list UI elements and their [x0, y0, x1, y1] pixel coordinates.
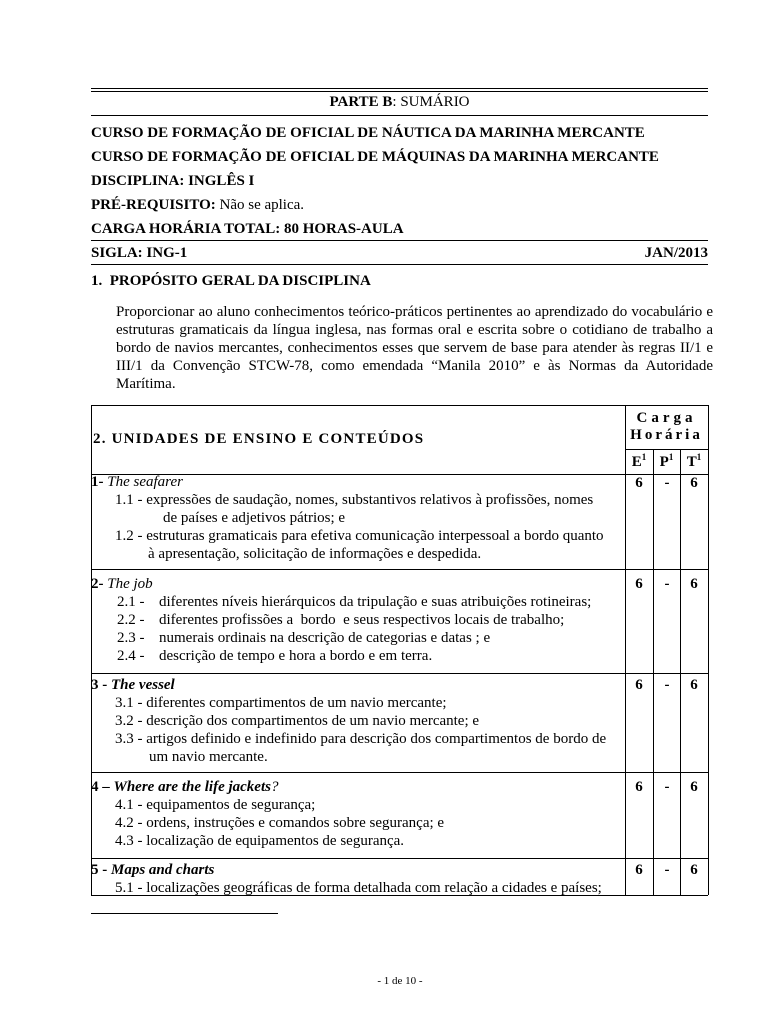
unit-2-item-2 [117, 611, 565, 629]
unit-1-number: 1- [91, 474, 104, 490]
course-code: SIGLA: ING-1 [91, 245, 188, 261]
unit-5-t: 6 [690, 862, 698, 878]
unit-2-item-3-label: 2.3 - [117, 630, 145, 646]
unit-5-item-1: 5.1 - localizações geográficas de forma detalhada com relação a cidades e países; [115, 880, 602, 896]
load-header-line1: Carga [636, 410, 697, 426]
top-rule-2 [91, 91, 708, 92]
row-divider-2 [91, 673, 708, 674]
unit-1-item-1: 1.1 - expressões de saudação, nomes, substantivos relativos à profissões, nomes [115, 492, 594, 508]
col-divider-e [653, 449, 654, 895]
unit-4-item-3: 4.3 - localização de equipamentos de segurança. [115, 833, 405, 849]
table-border-right [708, 405, 709, 895]
unit-2-item-1-text: diferentes níveis hierárquicos da tripulação e suas atribuições rotineiras; [159, 594, 592, 610]
col-t-label: T [686, 454, 697, 470]
part-title-rest: : SUMÁRIO [392, 94, 470, 110]
unit-2-t: 6 [690, 576, 698, 592]
hdr-divider-bottom [91, 474, 708, 475]
unit-4-name: Where are the life jackets [113, 779, 271, 795]
footnote-mark-p: 1 [668, 452, 674, 462]
course-date: JAN/2013 [644, 245, 708, 261]
table-title: 2. UNIDADES DE ENSINO E CONTEÚDOS [93, 431, 425, 447]
header-rule-1 [91, 115, 708, 116]
hdr-divider-load [625, 449, 708, 450]
row-divider-4 [91, 858, 708, 859]
code-line [91, 244, 708, 262]
unit-3-item-2: 3.2 - descrição dos compartimentos de um navio mercante; e [115, 713, 480, 729]
table-border-top [91, 405, 708, 406]
unit-5-e: 6 [635, 862, 643, 878]
unit-1-item-2: 1.2 - estruturas gramaticais para efetiva comunicação interpessoal a bordo quanto [115, 528, 604, 544]
units-table [91, 405, 708, 895]
unit-1-p: - [664, 475, 670, 491]
unit-3-title [91, 676, 175, 694]
unit-1-title [91, 473, 183, 491]
part-title [91, 93, 708, 111]
part-title-bold: PARTE B [329, 94, 393, 110]
footnote-mark-e: 1 [641, 452, 647, 462]
unit-1-name: The seafarer [107, 474, 183, 490]
unit-2-item-2-text: diferentes profissões a bordo e seus respectivos locais de trabalho; [159, 612, 565, 628]
unit-1-e: 6 [635, 475, 643, 491]
prerequisite-label: PRÉ-REQUISITO: [91, 197, 216, 213]
unit-4-item-1: 4.1 - equipamentos de segurança; [115, 797, 316, 813]
section-1-title: 1. PROPÓSITO GERAL DA DISCIPLINA [91, 273, 371, 289]
unit-1-item-2-cont: à apresentação, solicitação de informações e despedida. [148, 546, 482, 562]
workload-line: CARGA HORÁRIA TOTAL: 80 HORAS-AULA [91, 221, 404, 237]
row-divider-3 [91, 772, 708, 773]
unit-4-p: - [664, 779, 670, 795]
header-rule-3 [91, 264, 708, 265]
unit-4-e: 6 [635, 779, 643, 795]
unit-2-item-2-label: 2.2 - [117, 612, 145, 628]
unit-3-name: The vessel [111, 677, 175, 693]
unit-2-e: 6 [635, 576, 643, 592]
unit-4-item-2: 4.2 - ordens, instruções e comandos sobre segurança; e [115, 815, 445, 831]
header-rule-2 [91, 240, 708, 241]
col-header-p [653, 453, 680, 471]
load-header-line2: Horária [630, 427, 703, 443]
unit-2-title [91, 575, 153, 593]
col-header-e [625, 453, 653, 471]
unit-2-item-1-label: 2.1 - [117, 594, 145, 610]
col-divider-p [680, 449, 681, 895]
unit-2-item-4 [117, 647, 433, 665]
unit-3-p: - [664, 677, 670, 693]
unit-4-t: 6 [690, 779, 698, 795]
unit-2-p: - [664, 576, 670, 592]
unit-5-title [91, 861, 214, 879]
unit-1-t: 6 [690, 475, 698, 491]
unit-5-number: 5 - [91, 862, 108, 878]
unit-2-item-3-text: numerais ordinais na descrição de categorias e datas ; e [159, 630, 491, 646]
unit-4-number: 4 – [91, 779, 110, 795]
col-header-t [680, 453, 708, 471]
unit-2-item-3 [117, 629, 491, 647]
footnote-mark-t: 1 [696, 452, 702, 462]
unit-4-title [91, 778, 278, 796]
unit-3-item-1: 3.1 - diferentes compartimentos de um navio mercante; [115, 695, 447, 711]
unit-3-item-3: 3.3 - artigos definido e indefinido para descrição dos compartimentos de bordo de [115, 731, 607, 747]
col-p-label: P [659, 454, 669, 470]
prerequisite-value: Não se aplica. [219, 197, 305, 213]
unit-2-number: 2- [91, 576, 104, 592]
course-nautica: CURSO DE FORMAÇÃO DE OFICIAL DE NÁUTICA DA MARINHA MERCANTE [91, 125, 645, 141]
course-maquinas: CURSO DE FORMAÇÃO DE OFICIAL DE MÁQUINAS DA MARINHA MERCANTE [91, 149, 659, 165]
prerequisite-line [91, 196, 708, 214]
top-rule-1 [91, 88, 708, 89]
unit-3-number: 3 - [91, 677, 108, 693]
unit-4-name-suffix: ? [270, 779, 279, 795]
page-number: - 1 de 10 - [377, 975, 423, 987]
unit-3-t: 6 [690, 677, 698, 693]
unit-2-item-4-label: 2.4 - [117, 648, 145, 664]
unit-5-p: - [664, 862, 670, 878]
col-e-label: E [631, 454, 642, 470]
row-divider-1 [91, 569, 708, 570]
unit-1-item-1-cont: de países e adjetivos pátrios; e [163, 510, 346, 526]
discipline-line: DISCIPLINA: INGLÊS I [91, 173, 255, 189]
unit-2-name: The job [107, 576, 153, 592]
unit-2-item-4-text: descrição de tempo e hora a bordo e em terra. [159, 648, 433, 664]
footnote-rule [91, 913, 278, 914]
unit-3-e: 6 [635, 677, 643, 693]
unit-2-item-1 [117, 593, 592, 611]
unit-3-item-3-cont: um navio mercante. [149, 749, 268, 765]
section-1-paragraph: Proporcionar ao aluno conhecimentos teórico-práticos pertinentes ao aprendizado do vocabulário e estruturas gramaticais da língua inglesa, nas formas oral e escrita sobre o cotidiano de trabalho a bordo de navios mercantes, conhecimentos esses que servem de base para atender às regras II/1 e III/1 da Convenção STCW-78, como emendada “Manila 2010” e às Normas da Autoridade Marítima. [116, 304, 713, 392]
unit-5-name: Maps and charts [111, 862, 215, 878]
